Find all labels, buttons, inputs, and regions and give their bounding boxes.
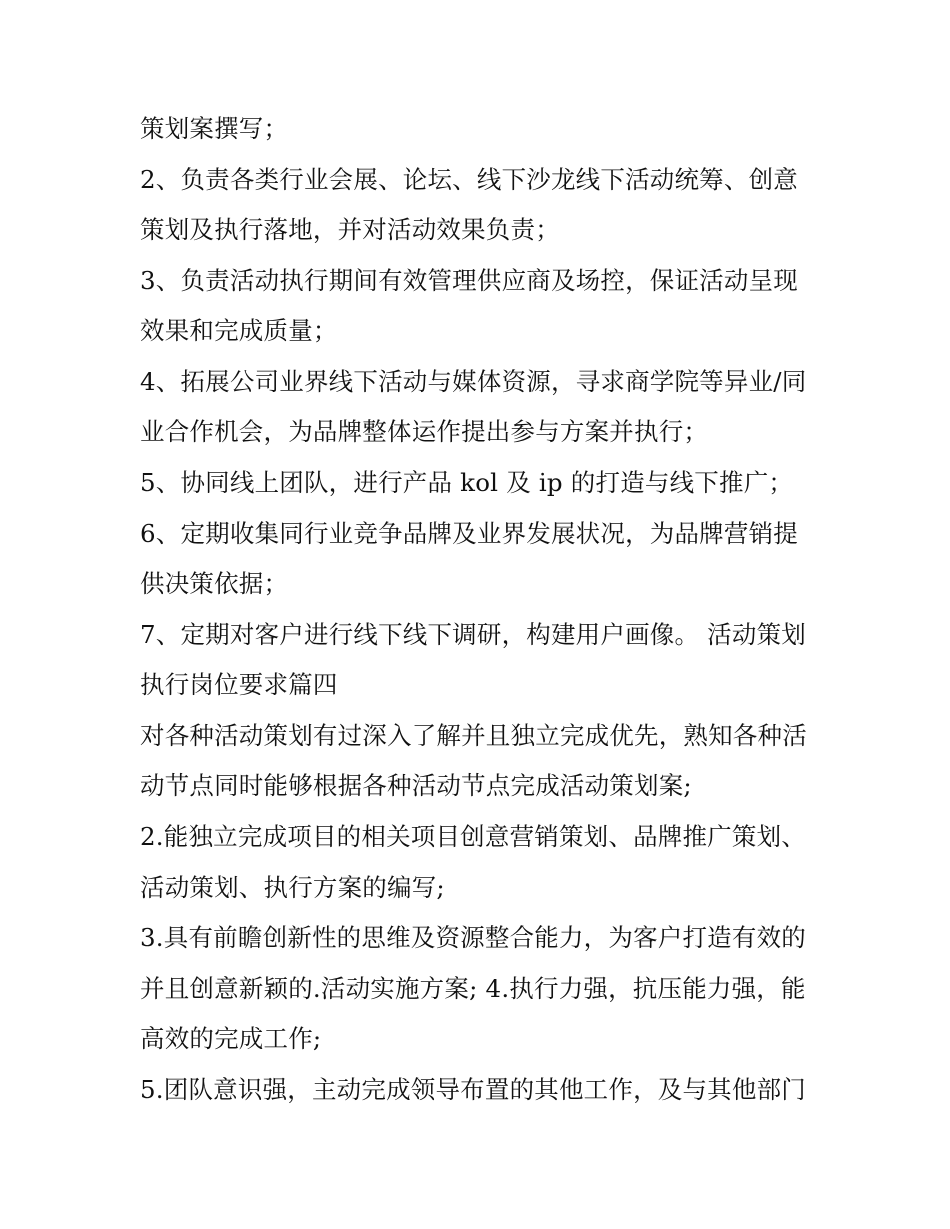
text-line: 并且创意新颖的.活动实施方案; 4.执行力强，抗压能力强，能: [140, 974, 806, 1003]
text-line: 策划案撰写；: [140, 114, 289, 143]
text-line: 业合作机会，为品牌整体运作提出参与方案并执行；: [140, 417, 709, 446]
text-line: 高效的完成工作;: [140, 1024, 322, 1053]
text-line: 执行岗位要求篇四: [140, 670, 338, 699]
text-line: 4、拓展公司业界线下活动与媒体资源，寻求商学院等异业/同: [140, 367, 807, 396]
text-line: 6、定期收集同行业竞争品牌及业界发展状况，为品牌营销提: [140, 519, 798, 548]
text-line: 效果和完成质量；: [140, 316, 338, 345]
text-line: 2.能独立完成项目的相关项目创意营销策划、品牌推广策划、: [140, 822, 806, 851]
text-line: 3.具有前瞻创新性的思维及资源整合能力，为客户打造有效的: [140, 923, 806, 952]
text-line: 3、负责活动执行期间有效管理供应商及场控，保证活动呈现: [140, 266, 798, 295]
text-line: 对各种活动策划有过深入了解并且独立完成优先，熟知各种活: [140, 721, 807, 750]
text-line: 7、定期对客户进行线下线下调研，构建用户画像。 活动策划: [140, 620, 806, 649]
text-line: 供决策依据；: [140, 569, 289, 598]
text-line: 活动策划、执行方案的编写;: [140, 873, 445, 902]
text-line: 5、协同线上团队，进行产品 kol 及 ip 的打造与线下推广；: [140, 468, 794, 497]
text-line: 策划及执行落地，并对活动效果负责；: [140, 215, 560, 244]
text-line: 动节点同时能够根据各种活动节点完成活动策划案;: [140, 771, 692, 800]
text-line: 5.团队意识强，主动完成领导布置的其他工作，及与其他部门: [140, 1075, 806, 1104]
text-line: 2、负责各类行业会展、论坛、线下沙龙线下活动统筹、创意: [140, 165, 798, 194]
